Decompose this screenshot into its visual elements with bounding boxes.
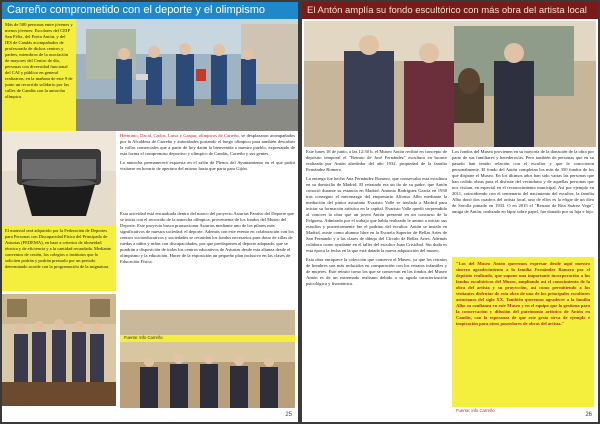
torch-photo (2, 131, 116, 225)
officials-photo (120, 342, 295, 408)
right-column-2 (452, 149, 594, 259)
right-source-caption: Fuente: Info Carreño (456, 408, 495, 413)
olympians-caption: Herminio, Dacal, Carlos, Luisa y Gaspar, olímpicos de Carreño, (120, 133, 240, 138)
sculpture-handover-photo (304, 21, 596, 147)
museum-funds-paragraph: Los fondos del Museo provienen en su mayoría de la donación de la obra por parte de sus familiares y herederos/as. Pero también de personas que en su pasado han tenido relación con el escultor y que le conocieron personalmente. El fondo del Antón completan los más de 350 fondos de los que dispone el Museo. En los últimos años han sido varias las personas que han cedido obras para el disfrute del vecindario y de aquellas personas que nos visitan, en especial en el reconocimiento municipal. Así por ejemplo en 2011, coincidiendo con el centenario del nacimiento del escultor, la familia Albo donó dos cuadros del artista local, uno de ellos es la efigie de un óleo de Sorolla pintado en 1933. O en 2015 el "Retrato de Rita Suárez Vega", amiga de Antón, realizado en lápiz sobre papel, fue donado por su hija e hijo. (452, 149, 594, 214)
right-column-1 (306, 149, 447, 414)
photo-caption-block (120, 133, 295, 211)
group-meeting-photo (2, 294, 116, 406)
left-headline: Carreño comprometido con el deporte y el olimpismo (2, 2, 298, 19)
project-text: Esta actividad está encuadrada dentro del marco del proyecto Asturias Paraíso del Deporte que se inicia con el recorrido de la antorcha olímpica, proveniente de los fondos del Museo del Deporte. Este proyecto busca promocionar Asturias mediante uno de los pilares más significativos de nuestra sociedad: el deporte. Además con este evento en colaboración con los centros socioeducativos y sociedades se recaudan los fondos necesarios para dotar de sillas de ruedas a niños y niñas con discapacidades, por que predisponen al deporte adaptado, que se pondrán a disposición de todos los centros educativos de Asturias desde esta alianza desde el olimpismo y la educación. Hacer de la exposición un pequeño plan inclusivo en las clases de Educación Física. (120, 211, 294, 264)
collection-paragraph: Esta obra enriquece la colección que conserva el Museo, ya que los retratos de hombres son más reducidos en comparación con los retratos infantiles y de mujeres. Este retrato como los que se conservan en los fondos del Museo Antón es de un extremado realismo debido a su aguda caracterización psicológica y fisonómica. (306, 257, 447, 286)
thanks-quote: "Los del Museo Antón queremos expresar desde aquí nuestro sincero agradecimiento a la familia Fernández Romero por el depósito realizado, que supone una importante incorporación a los fondos escultóricos del Museo, ampliando así el conocimiento de la obra del artista y su proyección, así como permitiendo a los visitantes disfrutar de esta obra de uno de los principales escultores asturianos del siglo XX. También queremos agradecer a la familia Albo su confianza en este Museo y en el equipo que lo gestiona para la conservación y difusión del patrimonio artístico de Antón en Candás, con la esperanza de que este gesto sirva de ejemplo e inspiración para otros poseedores de obras del artista." (452, 257, 594, 407)
history-paragraph: La entrega fue hecha Ana Fernández Romero, que conservaba esta escultura en su domicilio de Madrid. El retratado era un tío de su padre, que Antón conoció durante su estancia en Madrid. Antonio Rodríguez García en 1930 tras conseguir el mecenazgo del empresario Alfonso Albo mediante la mediación del pintor asturiano Evaristo Valle se traslada a Madrid para iniciar su formación artística en la capital. Evaristo Valle quedó sorprendido al conocer la obra que un joven Antón presentó en un concurso de la Felguera. Admirado por el trabajo que había realizado le animó a iniciar sus estudios y posteriormente fue el padrino del escultor. Antón se instala en Madrid, asiste como alumno libre en la Escuela Superior de Bellas Artes de San Fernando y a las clases de dibujo del Círculo de Bellas Artes. Además colabora como ayudante en el taller del escultor Juan Cristóbal. Sin duda es esta época la fecha en la que está datada la nueva adquisición del museo. (306, 176, 447, 253)
material-text: El material será adquirido por la Federación de Deportes para Personas con Discapacidad Física del Principado de Asturias (FEDEMA), en base a criterios de idoneidad técnica y de eficiencia y a la cantidad recaudada. Mediante convenios de cesión, los colegios o institutos que lo soliciten podrán y podrán prestarlo por un periodo determinado acorde con la programación de la asignatura. (2, 225, 116, 291)
walking-group-photo (76, 19, 298, 131)
left-source-caption: Fuente: Info Carreño (120, 335, 295, 342)
left-page-number: 25 (285, 412, 292, 418)
right-headline: El Antón amplía su fondo escultórico con más obra del artista local (302, 2, 598, 19)
left-page (2, 2, 298, 422)
intro-text: Más de 500 personas entre jóvenes y menos jóvenes: Escolares del CEIP San Félix, del Poeta Antón, y del IES de Candás acompañados de profesorado de dichos centros y padres, miembros de la asociación de mayores del Centro de día, personas con diversidad funcional del CAI y público en general realizaron, en la mañana de este 9 de junio un recorrido solidario por las calles de Candás con la antorcha olímpica. (2, 19, 76, 131)
torch-presentation-photo (120, 310, 295, 335)
intro-paragraph: Este lunes 18 de junio, a las 12:30 h. el Museo Antón recibió en concepto de depósito temporal el "Retrato de José Fernández" escultura en bronce realizada por Antón alrededor del año 1932, propiedad de la familia Fernández Romero. (306, 149, 447, 172)
olympians-text: se desplazaron acompañados por la Alcaldesa de Carreño y autoridades portando el fuego olímpico para también descubrir la vallas comerciales que a partir de hoy darán la bienvenida a nuestro pueblo, expresando de esta forma el compromiso deportivo y olímpico de Candás, Carreño y sus gentes. (120, 133, 295, 156)
right-page-number: 26 (585, 412, 592, 418)
torch-display-text: La antorcha permanecerá expuesta en el salón de Plenos del Ayuntamiento en el que podrá visitarse en horario de apertura del mismo hasta que parta para Gijón. (120, 160, 295, 171)
right-page (302, 2, 598, 422)
